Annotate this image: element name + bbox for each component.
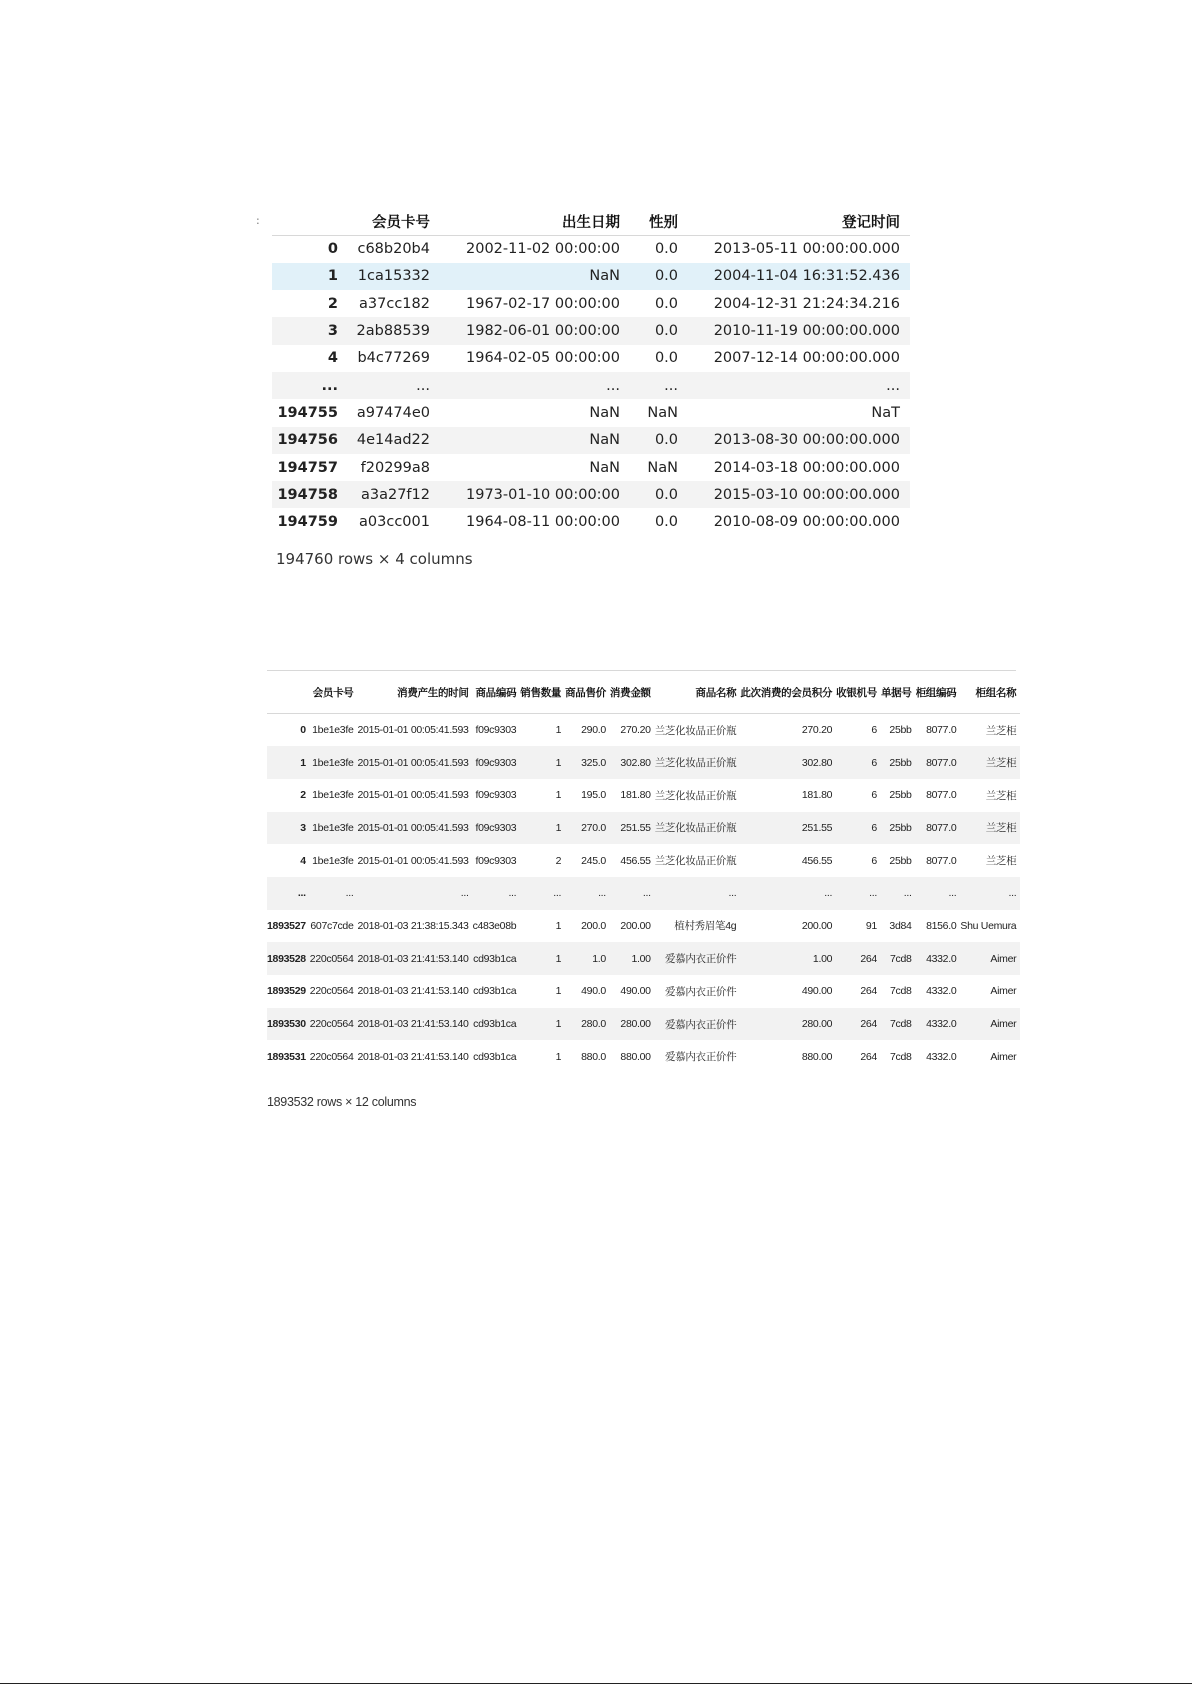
- table-cell: ...: [903, 887, 912, 900]
- table-cell: 0.0: [654, 350, 678, 367]
- index-header: [267, 671, 310, 714]
- table-cell: 2015-01-01 00:05:41.593: [357, 789, 469, 802]
- table-cell: NaN: [589, 459, 620, 476]
- table-cell: 251.55: [801, 821, 833, 834]
- table-cell: ...: [824, 887, 833, 900]
- table-cell: 456.55: [620, 854, 651, 867]
- row-index: 194757: [277, 459, 338, 476]
- table-row: [267, 942, 1020, 975]
- column-header: 会员卡号: [310, 671, 358, 714]
- table-cell: 兰芝化妆品正价瓶: [654, 789, 737, 802]
- table-cell: 280.00: [801, 1018, 833, 1031]
- index-header: [272, 208, 350, 236]
- member-info-dataframe: [272, 208, 910, 536]
- row-index: 0: [300, 724, 306, 737]
- row-index: 1893531: [267, 1050, 306, 1063]
- table-cell: c68b20b4: [357, 241, 430, 258]
- table-cell: 280.00: [620, 1018, 651, 1031]
- table-cell: 6: [871, 756, 877, 769]
- table-cell: ...: [345, 887, 354, 900]
- table-cell: 1964-08-11 00:00:00: [466, 514, 620, 531]
- table-cell: ...: [642, 887, 651, 900]
- column-header: 柜组编码: [916, 671, 961, 714]
- row-index: 4: [327, 350, 338, 367]
- table-cell: 兰芝化妆品正价瓶: [654, 757, 737, 770]
- table-row: [267, 910, 1020, 943]
- table-cell: NaN: [647, 404, 678, 421]
- table-row: [267, 1008, 1020, 1041]
- table-cell: 1964-02-05 00:00:00: [466, 350, 620, 367]
- table-row: [267, 714, 1020, 747]
- table-row: [267, 877, 1020, 910]
- table-cell: a3a27f12: [360, 486, 430, 503]
- table-cell: 0.0: [654, 323, 678, 340]
- table-row: [272, 290, 910, 317]
- table-cell: 6: [871, 724, 877, 737]
- row-index: 194759: [277, 514, 338, 531]
- table-cell: 607c7cde: [310, 919, 354, 932]
- table-row: [267, 779, 1020, 812]
- table-cell: 2018-01-03 21:41:53.140: [357, 1018, 469, 1031]
- table-cell: Aimer: [990, 952, 1017, 965]
- table-cell: ...: [460, 887, 469, 900]
- table-cell: cd93b1ca: [473, 1050, 517, 1063]
- table-cell: ...: [606, 377, 620, 394]
- table-row: [267, 975, 1020, 1008]
- page-bottom-rule: [0, 1683, 1192, 1684]
- table-cell: NaN: [589, 268, 620, 285]
- table-cell: a03cc001: [359, 514, 430, 531]
- row-index: 3: [327, 323, 338, 340]
- table-cell: 爱慕内衣正价件: [664, 1018, 737, 1031]
- table-cell: b4c77269: [357, 350, 430, 367]
- table-cell: 245.0: [581, 854, 606, 867]
- table-row: [267, 844, 1020, 877]
- column-header: 商品名称: [655, 671, 741, 714]
- table-cell: 302.80: [801, 756, 833, 769]
- table-cell: Aimer: [990, 1018, 1017, 1031]
- table-cell: 220c0564: [309, 952, 354, 965]
- row-index: ...: [297, 887, 306, 900]
- table-row: [267, 1040, 1020, 1073]
- table-cell: 270.20: [801, 724, 833, 737]
- row-index: 194758: [277, 486, 338, 503]
- table-cell: 4332.0: [926, 985, 957, 998]
- table-cell: 280.0: [581, 1018, 606, 1031]
- table-cell: 2015-01-01 00:05:41.593: [357, 821, 469, 834]
- table-cell: 2018-01-03 21:41:53.140: [357, 985, 469, 998]
- table-cell: 181.80: [620, 789, 651, 802]
- table-cell: 200.00: [620, 919, 651, 932]
- column-header: 出生日期: [440, 208, 630, 236]
- table-cell: 1: [555, 952, 562, 965]
- table-cell: ...: [598, 887, 606, 900]
- table-cell: 2018-01-03 21:41:53.140: [357, 952, 469, 965]
- table-cell: 兰芝化妆品正价瓶: [654, 724, 737, 737]
- table-cell: 3d84: [889, 919, 912, 932]
- table-cell: 4332.0: [926, 1050, 957, 1063]
- table-cell: 220c0564: [309, 1050, 354, 1063]
- column-header: 商品售价: [565, 671, 610, 714]
- table-cell: Aimer: [990, 985, 1017, 998]
- table-cell: 8156.0: [926, 919, 957, 932]
- table-cell: 490.0: [581, 985, 606, 998]
- table-cell: f09c9303: [475, 724, 517, 737]
- table-cell: 0.0: [654, 432, 678, 449]
- table-cell: 1.00: [631, 952, 651, 965]
- table-cell: 8077.0: [926, 724, 957, 737]
- table-row: [272, 236, 910, 263]
- table-cell: NaT: [871, 404, 900, 421]
- output-prompt-marker: :: [256, 214, 260, 227]
- table-cell: cd93b1ca: [473, 985, 517, 998]
- row-index: ...: [321, 377, 338, 394]
- table-cell: 1be1e3fe: [312, 756, 354, 769]
- table-cell: 0.0: [654, 241, 678, 258]
- table-cell: 880.00: [801, 1050, 833, 1063]
- table-cell: 200.00: [801, 919, 833, 932]
- table-cell: f09c9303: [475, 821, 517, 834]
- table-row: [272, 263, 910, 290]
- table-cell: f09c9303: [475, 854, 517, 867]
- table-cell: 91: [865, 919, 877, 932]
- table-cell: 7cd8: [890, 985, 912, 998]
- table-row: [272, 372, 910, 399]
- table-cell: cd93b1ca: [473, 952, 517, 965]
- table-cell: ...: [886, 377, 900, 394]
- table-cell: NaN: [647, 459, 678, 476]
- row-index: 3: [300, 821, 306, 834]
- table-cell: f20299a8: [360, 459, 430, 476]
- table-cell: 7cd8: [890, 1018, 912, 1031]
- row-index: 2: [327, 295, 338, 312]
- table-cell: 1: [555, 919, 562, 932]
- row-index: 1893529: [267, 985, 306, 998]
- table-cell: 25bb: [889, 756, 912, 769]
- table-cell: 1.00: [812, 952, 833, 965]
- table-cell: 456.55: [801, 854, 833, 867]
- table-cell: 爱慕内衣正价件: [664, 985, 737, 998]
- table-cell: 1: [555, 821, 562, 834]
- table-cell: 1: [555, 724, 562, 737]
- table-row: [272, 427, 910, 454]
- table-row: [272, 317, 910, 344]
- table-cell: Shu Uemura: [960, 919, 1017, 932]
- table-cell: 1be1e3fe: [312, 854, 354, 867]
- table-cell: a97474e0: [356, 404, 430, 421]
- table-cell: 兰芝柜: [985, 724, 1017, 737]
- table-cell: 兰芝柜: [985, 757, 1017, 770]
- table-cell: 1: [555, 789, 562, 802]
- table-header-row: [272, 208, 910, 236]
- table-cell: 0.0: [654, 514, 678, 531]
- table-row: [267, 746, 1020, 779]
- row-index: 194756: [277, 432, 338, 449]
- row-index: 0: [327, 241, 338, 258]
- table-cell: 2015-03-10 00:00:00.000: [713, 486, 900, 503]
- table-cell: 325.0: [581, 756, 606, 769]
- table-cell: 7cd8: [890, 952, 912, 965]
- table-cell: 4332.0: [926, 952, 957, 965]
- table-cell: 2018-01-03 21:41:53.140: [357, 1050, 469, 1063]
- table-cell: 0.0: [654, 268, 678, 285]
- table-cell: f09c9303: [475, 756, 517, 769]
- table-cell: 爱慕内衣正价件: [664, 953, 737, 966]
- table-cell: 490.00: [801, 985, 833, 998]
- table-cell: 0.0: [654, 295, 678, 312]
- table-cell: 251.55: [620, 821, 651, 834]
- table-cell: 195.0: [581, 789, 606, 802]
- table-cell: 4e14ad22: [356, 432, 430, 449]
- table-cell: 2002-11-02 00:00:00: [466, 241, 620, 258]
- row-index: 1: [327, 268, 338, 285]
- table-cell: NaN: [589, 432, 620, 449]
- table-cell: 490.00: [620, 985, 651, 998]
- table-cell: 2: [555, 854, 562, 867]
- table-cell: 1: [555, 1050, 562, 1063]
- column-header: 单据号: [881, 671, 916, 714]
- table-cell: 270.20: [620, 724, 651, 737]
- table-cell: 6: [871, 789, 877, 802]
- table-cell: 302.80: [620, 756, 651, 769]
- table-cell: 2007-12-14 00:00:00.000: [713, 350, 900, 367]
- table-cell: 220c0564: [309, 985, 354, 998]
- table-cell: 2004-11-04 16:31:52.436: [713, 268, 900, 285]
- table-row: [272, 508, 910, 535]
- table-cell: 1be1e3fe: [312, 821, 354, 834]
- table-cell: 6: [871, 854, 877, 867]
- column-header: 登记时间: [688, 208, 910, 236]
- table-cell: a37cc182: [359, 295, 430, 312]
- table-cell: cd93b1ca: [473, 1018, 517, 1031]
- table-cell: 8077.0: [926, 789, 957, 802]
- table-cell: 220c0564: [309, 1018, 354, 1031]
- table-cell: 2015-01-01 00:05:41.593: [357, 854, 469, 867]
- table-cell: 264: [860, 985, 877, 998]
- table-cell: 200.0: [581, 919, 606, 932]
- table-cell: 兰芝柜: [985, 822, 1017, 835]
- row-index: 1893530: [267, 1018, 306, 1031]
- column-header: 性别: [630, 208, 688, 236]
- table-cell: 290.0: [581, 724, 606, 737]
- table-cell: 1be1e3fe: [312, 724, 354, 737]
- table-cell: 264: [860, 952, 877, 965]
- table-row: [272, 345, 910, 372]
- table-cell: 4332.0: [926, 1018, 957, 1031]
- table-cell: 1be1e3fe: [312, 789, 354, 802]
- table-cell: 2014-03-18 00:00:00.000: [713, 459, 900, 476]
- table-cell: 2004-12-31 21:24:34.216: [713, 295, 900, 312]
- table-cell: 8077.0: [926, 821, 957, 834]
- table-cell: 兰芝柜: [985, 855, 1017, 868]
- table-cell: 270.0: [581, 821, 606, 834]
- table-cell: 兰芝柜: [985, 789, 1017, 802]
- table-cell: ...: [416, 377, 430, 394]
- table-cell: ...: [553, 887, 562, 900]
- table-cell: 264: [860, 1050, 877, 1063]
- table-cell: 25bb: [889, 789, 912, 802]
- table-cell: 兰芝化妆品正价瓶: [654, 822, 737, 835]
- column-header: 收银机号: [836, 671, 881, 714]
- table-cell: 0.0: [654, 486, 678, 503]
- row-index: 1893527: [267, 919, 306, 932]
- table-cell: 181.80: [801, 789, 833, 802]
- table-cell: ...: [1008, 887, 1017, 900]
- table-row: [272, 481, 910, 508]
- table-cell: 264: [860, 1018, 877, 1031]
- table-cell: 7cd8: [890, 1050, 912, 1063]
- table-cell: 2010-11-19 00:00:00.000: [713, 323, 900, 340]
- table-cell: NaN: [589, 404, 620, 421]
- column-header: 商品编码: [473, 671, 521, 714]
- table-cell: ...: [508, 887, 517, 900]
- table-cell: 2ab88539: [356, 323, 430, 340]
- table-cell: ...: [664, 377, 678, 394]
- table-cell: 1: [555, 756, 562, 769]
- table-cell: c483e08b: [472, 919, 517, 932]
- table-cell: 2013-08-30 00:00:00.000: [713, 432, 900, 449]
- table-row: [267, 812, 1020, 845]
- dataframe-shape-label: 1893532 rows × 12 columns: [267, 1095, 417, 1109]
- table-cell: 880.0: [581, 1050, 606, 1063]
- table-cell: 1982-06-01 00:00:00: [466, 323, 620, 340]
- table-cell: 2013-05-11 00:00:00.000: [713, 241, 900, 258]
- column-header: 会员卡号: [350, 208, 440, 236]
- column-header: 此次消费的会员积分: [740, 671, 836, 714]
- column-header: 柜组名称: [960, 671, 1020, 714]
- row-index: 4: [300, 854, 306, 867]
- table-cell: f09c9303: [475, 789, 517, 802]
- row-index: 1893528: [267, 952, 306, 965]
- table-cell: 1967-02-17 00:00:00: [466, 295, 620, 312]
- table-cell: 6: [871, 821, 877, 834]
- table-cell: ...: [728, 887, 737, 900]
- row-index: 194755: [277, 404, 338, 421]
- table-header-row: [267, 671, 1020, 714]
- column-header: 消费产生的时间: [358, 671, 473, 714]
- table-cell: 8077.0: [926, 854, 957, 867]
- table-cell: 1973-01-10 00:00:00: [466, 486, 620, 503]
- row-index: 1: [300, 756, 306, 769]
- table-cell: 1.0: [592, 952, 606, 965]
- table-cell: ...: [948, 887, 957, 900]
- table-cell: 2010-08-09 00:00:00.000: [713, 514, 900, 531]
- sales-records-table-container: [267, 670, 1016, 1073]
- row-index: 2: [300, 789, 306, 802]
- table-cell: 兰芝化妆品正价瓶: [654, 855, 737, 868]
- table-cell: 880.00: [620, 1050, 651, 1063]
- column-header: 消费金额: [610, 671, 655, 714]
- table-cell: 2018-01-03 21:38:15.343: [357, 919, 469, 932]
- table-cell: ...: [869, 887, 877, 900]
- table-cell: 8077.0: [926, 756, 957, 769]
- table-cell: 1: [555, 985, 562, 998]
- sales-records-dataframe: [267, 671, 1020, 1073]
- column-header: 销售数量: [520, 671, 565, 714]
- table-cell: 2015-01-01 00:05:41.593: [357, 724, 469, 737]
- table-cell: 25bb: [889, 854, 912, 867]
- member-info-table-container: [272, 208, 910, 536]
- table-cell: 2015-01-01 00:05:41.593: [357, 756, 469, 769]
- table-cell: 1: [555, 1018, 562, 1031]
- table-cell: 爱慕内衣正价件: [664, 1051, 737, 1064]
- table-cell: 1ca15332: [357, 268, 430, 285]
- table-cell: 25bb: [889, 821, 912, 834]
- table-cell: Aimer: [990, 1050, 1017, 1063]
- table-cell: 植村秀眉笔4g: [674, 920, 737, 933]
- table-cell: 25bb: [889, 724, 912, 737]
- table-row: [272, 399, 910, 426]
- table-row: [272, 454, 910, 481]
- dataframe-shape-label: 194760 rows × 4 columns: [276, 550, 473, 568]
